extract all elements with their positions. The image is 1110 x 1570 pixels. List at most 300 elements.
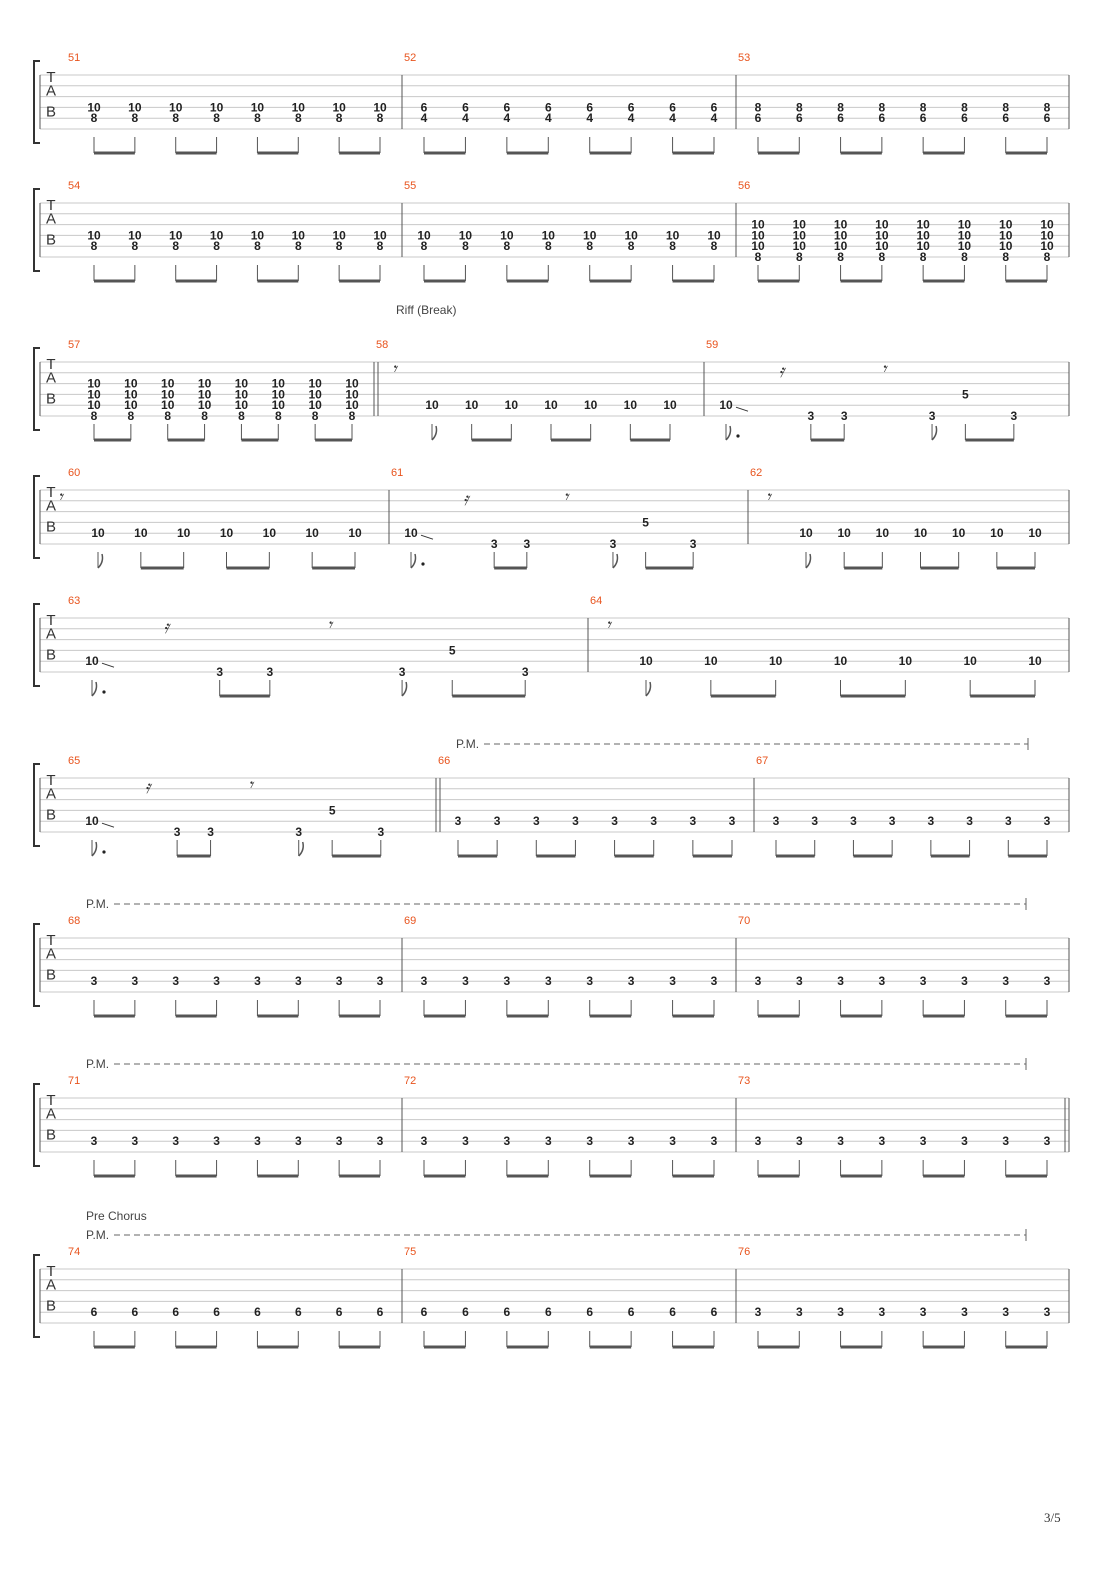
fret-number: 10: [91, 526, 105, 541]
fret-number: 3: [840, 409, 848, 423]
eighth-rest: 𝄾: [881, 358, 887, 380]
fret-number: 8: [754, 100, 762, 115]
fret-number: 4: [420, 111, 428, 126]
system-bracket: [34, 189, 40, 271]
fret-number: 6: [376, 1305, 384, 1320]
fret-number: 3: [131, 974, 139, 989]
fret-number: 3: [294, 1134, 302, 1149]
palm-mute-label: P.M.: [86, 897, 110, 911]
note-flag: [432, 426, 437, 440]
fret-number: 10: [291, 228, 305, 243]
fret-number: 3: [754, 974, 762, 989]
fret-number: 3: [1043, 814, 1051, 829]
eighth-rest: 𝄾: [57, 486, 63, 508]
fret-number: 10: [124, 387, 138, 402]
sixteenth-rest: 𝄿: [163, 616, 169, 638]
eighth-rest: 𝄾: [247, 774, 253, 796]
note-flag: [806, 554, 811, 568]
fret-number: 3: [213, 974, 220, 989]
system-bracket: [34, 1255, 40, 1337]
fret-number: 3: [961, 1305, 968, 1320]
fret-number: 3: [420, 1134, 428, 1149]
fret-number: 4: [503, 111, 511, 126]
fret-number: 3: [837, 974, 844, 989]
tab-system: [34, 755, 1069, 856]
fret-number: 3: [795, 1134, 803, 1149]
fret-number: 3: [650, 814, 658, 829]
fret-number: 3: [213, 1134, 220, 1149]
fret-number: 10: [124, 398, 138, 413]
fret-number: 6: [710, 1305, 718, 1320]
fret-number: 10: [197, 376, 212, 391]
fret-number: 10: [85, 814, 99, 829]
fret-number: 4: [586, 111, 594, 126]
fret-number: 6: [795, 111, 803, 126]
fret-number: 10: [348, 526, 362, 541]
fret-number: 8: [503, 239, 511, 254]
palm-mute-label: P.M.: [456, 737, 480, 751]
fret-number: 10: [665, 228, 680, 243]
tab-system: [34, 467, 1069, 568]
fret-number: 3: [888, 814, 896, 829]
fret-number: 10: [541, 228, 555, 243]
fret-number: 3: [586, 974, 594, 989]
tab-clef-letter: B: [45, 1297, 57, 1315]
fret-number: 10: [999, 239, 1013, 254]
fret-number: 3: [398, 665, 406, 679]
fret-number: 3: [754, 1305, 762, 1320]
fret-number: 3: [807, 409, 815, 423]
bar-number: 62: [750, 467, 763, 479]
fret-number: 8: [1002, 250, 1010, 264]
fret-number: 8: [238, 409, 245, 423]
fret-number: 10: [305, 526, 319, 541]
sixteenth-rest: 𝄿: [144, 776, 151, 798]
fret-number: 10: [404, 526, 418, 541]
fret-number: 3: [294, 974, 302, 989]
note-flag: [613, 554, 618, 568]
tab-clef-letter: A: [45, 945, 57, 963]
fret-number: 3: [335, 974, 343, 989]
fret-number: 3: [1043, 1305, 1051, 1320]
system-bracket: [34, 604, 40, 686]
fret-number: 3: [919, 974, 927, 989]
system-bracket: [34, 348, 40, 430]
fret-number: 10: [87, 398, 101, 413]
fret-number: 6: [627, 100, 635, 115]
fret-number: 6: [754, 111, 762, 126]
note-flag: [402, 682, 407, 696]
system-bracket: [34, 476, 40, 558]
bar-number: 53: [738, 52, 751, 64]
fret-number: 10: [792, 228, 806, 243]
page-number: 3/5: [1044, 1510, 1061, 1525]
fret-number: 8: [878, 250, 886, 264]
fret-number: 10: [768, 654, 783, 669]
fret-number: 8: [90, 239, 98, 254]
fret-number: 3: [503, 1134, 511, 1149]
fret-number: 3: [627, 1134, 635, 1149]
fret-number: 3: [462, 1134, 469, 1149]
fret-number: 6: [878, 111, 886, 126]
fret-number: 10: [624, 228, 638, 243]
eighth-rest: 𝄾: [563, 486, 568, 508]
fret-number: 8: [1043, 250, 1051, 264]
fret-number: 6: [462, 100, 469, 115]
note-flag: [98, 554, 103, 568]
fret-number: 10: [544, 398, 558, 413]
fret-number: 4: [627, 111, 635, 126]
bar-number: 58: [376, 339, 389, 351]
fret-number: 4: [669, 111, 676, 126]
fret-number: 10: [458, 228, 473, 243]
fret-number: 6: [294, 1305, 302, 1320]
fret-number: 8: [294, 111, 302, 126]
palm-mute-marking: [86, 1228, 1026, 1242]
fret-number: 10: [209, 228, 224, 243]
bar-number: 55: [404, 180, 417, 192]
system-bracket: [34, 61, 40, 143]
fret-number: 10: [332, 228, 346, 243]
fret-number: 10: [875, 217, 889, 232]
fret-number: 6: [627, 1305, 635, 1320]
fret-number: 8: [462, 239, 469, 254]
fret-number: 3: [1043, 974, 1051, 989]
bar-number: 61: [391, 467, 404, 479]
fret-number: 3: [377, 825, 385, 839]
fret-number: 6: [1043, 111, 1051, 126]
fret-number: 3: [335, 1134, 343, 1149]
palm-mute-marking: [86, 897, 1026, 911]
fret-number: 3: [795, 1305, 803, 1320]
fret-number: 10: [639, 654, 653, 669]
sixteenth-rest: 𝄿: [778, 360, 785, 382]
tab-clef-letter: T: [46, 612, 56, 629]
fret-number: 10: [345, 398, 359, 413]
fret-number: 3: [850, 814, 857, 829]
fret-number: 10: [916, 228, 930, 243]
fret-number: 10: [719, 398, 733, 413]
fret-number: 8: [795, 100, 803, 115]
fret-number: 3: [172, 1134, 180, 1149]
fret-number: 3: [503, 974, 511, 989]
fret-number: 6: [544, 1305, 552, 1320]
fret-number: 8: [294, 239, 302, 254]
fret-number: 10: [161, 376, 175, 391]
bar-number: 70: [738, 915, 751, 927]
tab-clef-letter: T: [46, 772, 56, 789]
fret-number: 8: [1002, 100, 1010, 115]
fret-number: 10: [957, 217, 972, 232]
fret-number: 8: [213, 239, 220, 254]
fret-number: 10: [913, 526, 928, 541]
fret-number: 10: [792, 217, 806, 232]
fret-number: 8: [254, 239, 261, 254]
tab-system: [34, 595, 1069, 696]
fret-number: 10: [308, 376, 322, 391]
fret-number: 10: [373, 100, 387, 115]
note-flag: [411, 554, 416, 568]
fret-number: 6: [335, 1305, 343, 1320]
fret-number: 8: [376, 111, 384, 126]
fret-number: 8: [172, 111, 180, 126]
palm-mute-marking: [456, 737, 1028, 751]
fret-number: 3: [837, 1134, 844, 1149]
fret-number: 6: [710, 100, 718, 115]
bar-number: 68: [68, 915, 81, 927]
fret-number: 8: [335, 111, 343, 126]
fret-number: 10: [234, 376, 249, 391]
fret-number: 10: [1040, 217, 1054, 232]
fret-number: 10: [707, 228, 721, 243]
system-bracket: [34, 924, 40, 1006]
fret-number: 8: [544, 239, 552, 254]
fret-number: 4: [462, 111, 469, 126]
fret-number: 3: [754, 1134, 762, 1149]
fret-number: 8: [586, 239, 594, 254]
fret-number: 3: [295, 825, 303, 839]
bar-number: 75: [404, 1246, 417, 1258]
dot: [736, 434, 739, 437]
tab-clef-letter: A: [45, 210, 57, 228]
fret-number: 10: [623, 398, 638, 413]
tab-clef-letter: A: [45, 369, 57, 387]
fret-number: 6: [669, 1305, 676, 1320]
bar-number: 67: [756, 755, 769, 767]
fret-number: 10: [219, 526, 234, 541]
fret-number: 5: [642, 515, 649, 530]
tab-clef-letter: T: [46, 1263, 56, 1280]
tab-clef-letter: T: [46, 356, 56, 373]
palm-mute-label: P.M.: [86, 1228, 110, 1242]
fret-number: 10: [999, 217, 1013, 232]
eighth-rest: 𝄾: [765, 486, 771, 508]
fret-number: 3: [216, 665, 224, 679]
tab-clef-letter: B: [45, 1126, 57, 1144]
fret-number: 3: [1002, 1134, 1010, 1149]
fret-number: 6: [254, 1305, 261, 1320]
fret-number: 10: [87, 387, 101, 402]
fret-number: 3: [689, 814, 697, 829]
eighth-rest: 𝄾: [605, 614, 611, 636]
bar-number: 63: [68, 595, 81, 607]
fret-number: 8: [961, 100, 968, 115]
fret-number: 10: [332, 100, 346, 115]
fret-number: 6: [420, 100, 428, 115]
fret-number: 10: [291, 100, 305, 115]
fret-number: 10: [161, 387, 175, 402]
fret-number: 6: [90, 1305, 98, 1320]
fret-number: 3: [837, 1305, 844, 1320]
tab-clef-letter: A: [45, 497, 57, 515]
fret-number: 3: [131, 1134, 139, 1149]
fret-number: 3: [572, 814, 579, 829]
fret-number: 10: [751, 217, 765, 232]
note-flag: [646, 682, 651, 696]
fret-number: 8: [627, 239, 635, 254]
section-label: Riff (Break): [396, 303, 457, 317]
fret-number: 8: [213, 111, 220, 126]
tab-clef-letter: A: [45, 1105, 57, 1123]
fret-number: 6: [586, 100, 594, 115]
fret-number: 8: [795, 250, 803, 264]
fret-number: 10: [1040, 228, 1054, 243]
fret-number: 3: [1004, 814, 1012, 829]
fret-number: 6: [462, 1305, 469, 1320]
bar-number: 71: [68, 1075, 81, 1087]
fret-number: 10: [1028, 654, 1042, 669]
fret-number: 6: [503, 1305, 511, 1320]
tab-clef-letter: A: [45, 82, 57, 100]
bar-number: 69: [404, 915, 417, 927]
fret-number: 8: [90, 111, 98, 126]
fret-number: 3: [523, 537, 531, 551]
fret-number: 10: [1040, 239, 1054, 254]
fret-number: 8: [376, 239, 384, 254]
tab-system: [34, 915, 1069, 1016]
fret-number: 3: [90, 1134, 98, 1149]
section-label: Pre Chorus: [86, 1209, 147, 1223]
fret-number: 8: [164, 409, 172, 423]
fret-number: 3: [928, 409, 936, 423]
fret-number: 6: [544, 100, 552, 115]
fret-number: 10: [234, 398, 249, 413]
eighth-rest: 𝄾: [326, 614, 332, 636]
fret-number: 8: [919, 250, 927, 264]
bar-number: 64: [590, 595, 603, 607]
fret-number: 10: [271, 387, 285, 402]
fret-number: 10: [124, 376, 138, 391]
fret-number: 6: [961, 111, 968, 126]
bar-number: 66: [438, 755, 451, 767]
fret-number: 10: [833, 654, 848, 669]
fret-number: 3: [207, 825, 214, 839]
fret-number: 8: [710, 239, 718, 254]
fret-number: 10: [751, 239, 765, 254]
eighth-rest: 𝄾: [391, 358, 397, 380]
note-flag: [92, 842, 97, 856]
fret-number: 3: [1002, 1305, 1010, 1320]
bar-number: 51: [68, 52, 81, 64]
fret-number: 10: [345, 376, 359, 391]
fret-number: 3: [586, 1134, 594, 1149]
fret-number: 8: [90, 409, 98, 423]
fret-number: 10: [833, 217, 848, 232]
bar-number: 60: [68, 467, 81, 479]
fret-number: 3: [927, 814, 935, 829]
fret-number: 10: [169, 228, 183, 243]
fret-number: 6: [131, 1305, 139, 1320]
bar-number: 73: [738, 1075, 751, 1087]
fret-number: 3: [795, 974, 803, 989]
fret-number: 10: [500, 228, 514, 243]
fret-number: 3: [254, 974, 261, 989]
fret-number: 8: [669, 239, 676, 254]
fret-number: 6: [669, 100, 676, 115]
fret-number: 8: [837, 250, 844, 264]
fret-number: 3: [376, 1134, 384, 1149]
fret-number: 10: [197, 398, 212, 413]
fret-number: 3: [1043, 1134, 1051, 1149]
note-flag: [92, 682, 97, 696]
bar-number: 57: [68, 339, 81, 351]
fret-number: 3: [728, 814, 736, 829]
fret-number: 10: [262, 526, 277, 541]
fret-number: 3: [266, 665, 274, 679]
bar-number: 76: [738, 1246, 751, 1258]
fret-number: 3: [1002, 974, 1010, 989]
fret-number: 10: [87, 376, 101, 391]
fret-number: 8: [201, 409, 208, 423]
fret-number: 10: [87, 100, 101, 115]
fret-number: 10: [234, 387, 249, 402]
fret-number: 3: [961, 974, 968, 989]
bar-number: 74: [68, 1246, 81, 1258]
fret-number: 8: [919, 100, 927, 115]
fret-number: 3: [689, 537, 697, 551]
dot: [421, 562, 424, 565]
fret-number: 3: [878, 974, 886, 989]
dot: [102, 690, 105, 693]
fret-number: 10: [504, 398, 519, 413]
fret-number: 5: [448, 643, 456, 658]
fret-number: 10: [583, 228, 597, 243]
palm-mute-marking: [86, 1057, 1026, 1071]
fret-number: 10: [875, 239, 889, 254]
fret-number: 10: [951, 526, 966, 541]
fret-number: 3: [710, 974, 718, 989]
fret-number: 3: [961, 1134, 968, 1149]
fret-number: 10: [833, 228, 848, 243]
fret-number: 10: [87, 228, 101, 243]
fret-number: 3: [376, 974, 384, 989]
fret-number: 5: [328, 803, 336, 818]
fret-number: 10: [161, 398, 175, 413]
fret-number: 10: [583, 398, 598, 413]
fret-number: 3: [772, 814, 780, 829]
fret-number: 3: [490, 537, 498, 551]
fret-number: 3: [454, 814, 462, 829]
fret-number: 8: [131, 239, 139, 254]
fret-number: 10: [957, 228, 972, 243]
fret-number: 3: [609, 537, 617, 551]
fret-number: 10: [464, 398, 479, 413]
fret-number: 8: [348, 409, 356, 423]
fret-number: 6: [172, 1305, 180, 1320]
tab-system: [34, 1209, 1069, 1347]
fret-number: 8: [837, 100, 844, 115]
fret-number: 10: [425, 398, 439, 413]
fret-number: 6: [586, 1305, 594, 1320]
fret-number: 10: [197, 387, 212, 402]
fret-number: 8: [274, 409, 282, 423]
fret-number: 3: [710, 1134, 718, 1149]
fret-number: 10: [990, 526, 1004, 541]
fret-number: 6: [420, 1305, 428, 1320]
note-flag: [726, 426, 731, 440]
bar-number: 54: [68, 180, 81, 192]
fret-number: 10: [308, 398, 322, 413]
fret-number: 8: [754, 250, 762, 264]
fret-number: 10: [751, 228, 765, 243]
tab-system: [34, 180, 1069, 281]
fret-number: 3: [254, 1134, 261, 1149]
tab-system: [34, 303, 1069, 440]
fret-number: 10: [417, 228, 431, 243]
tab-system: [34, 52, 1069, 153]
fret-number: 10: [999, 228, 1013, 243]
fret-number: 8: [1043, 100, 1051, 115]
